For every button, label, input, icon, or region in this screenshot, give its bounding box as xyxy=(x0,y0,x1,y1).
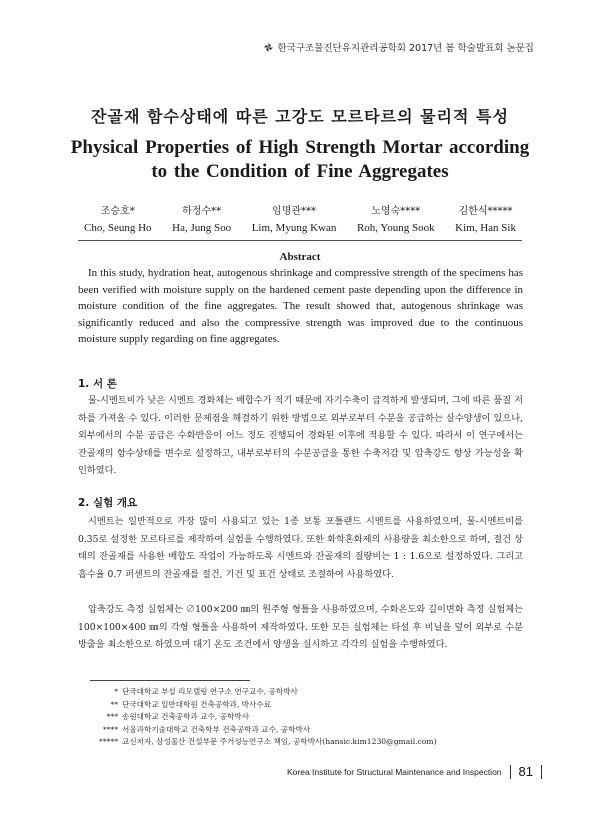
author-name-english: Roh, Young Sook xyxy=(356,222,435,234)
footnote-mark: ***** xyxy=(99,737,118,746)
author-3 xyxy=(252,204,337,237)
footnotes xyxy=(84,686,544,749)
author-name-english: Lim, Myung Kwan xyxy=(251,222,337,234)
author-name-korean: 하정수** xyxy=(182,206,222,217)
abstract-divider xyxy=(78,240,522,241)
footer-institute: Korea Institute for Structural Maintenance and Inspection xyxy=(287,766,502,777)
section-heading-introduction: 1. 서 론 xyxy=(78,378,117,390)
author-2 xyxy=(172,204,231,237)
page-footer xyxy=(287,764,550,779)
title-korean: 잔골재 함수상태에 따른 고강도 모르타르의 물리적 특성 xyxy=(91,107,509,126)
footnote-text: 송원대학교 건축공학과 교수, 공학박사 xyxy=(122,712,250,721)
author-list xyxy=(84,204,516,237)
footnote xyxy=(84,724,544,737)
author-name-english: Ha, Jung Soo xyxy=(172,222,232,234)
abstract-body: In this study, hydration heat, autogenous shrinkage and compressive strength of the specimens has been verified with moisture supply on the hardened cement paste depending upon the difference in moisture condition of the fine aggregates. The result showed that, autogenous shrinkage was significantly reduced and also the compressive strength was improved due to the continuous moisture supply regarding on fine aggregates. xyxy=(78,267,523,345)
author-5 xyxy=(455,204,516,237)
footnote-mark: * xyxy=(114,687,118,696)
pinwheel-icon xyxy=(264,43,273,52)
introduction-paragraph: 물-시멘트비가 낮은 시멘트 경화체는 배합수가 적기 때문에 자기수축이 급격하게 발생되며, 그에 따른 품질 저하를 가져올 수 있다. 이러한 문제점을 해결하기 위한 방법으로 외부로부터 수분을 공급하는 살수양생이 있으나, 외부에서의 수분 공급은 수화반응이 어느 정도 진행되어 경화된 이후에 적용할 수 있다. 따라서 이 연구에서는 잔골재의 함수상태를 변수로 설정하고, 내부로부터의 수분공급을 통한 수축저감 및 압축강도 향상 가능성을 확인하였다. xyxy=(78,395,523,477)
author-1 xyxy=(84,204,152,237)
footnote-text: 서울과학기술대학교 건축학부 건축공학과 교수, 공학박사 xyxy=(122,724,311,734)
experiment-paragraph-1: 시멘트는 일반적으로 가장 많이 사용되고 있는 1종 보통 포틀랜드 시멘트를 사용하였으며, 물-시멘트비를 0.35로 설정한 모르타르를 제작하여 실험을 수행하였다. 또한 화학혼화제의 사용량을 최소한으로 하며, 절건 상태의 잔골재를 사용한 배합도 작업이 가능하도록 시멘트와 잔골재의 질량비는 1 : 1.6으로 설정하였다. 그리고 흡수율 0.7 퍼센트의 잔골재를 절건, 기건 및 표건 상태로 조절하여 사용하였다. xyxy=(78,516,523,580)
author-name-korean: 조승호* xyxy=(100,206,135,217)
footnote-mark: *** xyxy=(106,712,118,721)
author-name-korean: 임명관*** xyxy=(272,206,317,217)
author-4 xyxy=(357,204,435,237)
journal-header xyxy=(264,40,534,54)
abstract-heading: Abstract xyxy=(279,251,321,263)
title-english: Physical Properties of High Strength Mortar according to the Condition of Fine Aggregates xyxy=(70,137,530,182)
author-name-korean: 노영숙**** xyxy=(371,206,421,217)
footnote-divider xyxy=(90,680,250,681)
footnote-mark: ** xyxy=(110,699,118,709)
footer-divider-right xyxy=(541,765,542,779)
footnote xyxy=(84,736,544,749)
page-number: 81 xyxy=(518,764,533,779)
author-name-english: Kim, Han Sik xyxy=(455,222,516,234)
footnote xyxy=(84,699,544,712)
footer-divider xyxy=(510,765,511,779)
footnote-text: 교신저자, 삼성물산 건설부문 주거성능연구소 책임, 공학박사(hansic.kim1230@gmail.com) xyxy=(122,737,437,746)
author-name-korean: 김한식***** xyxy=(458,206,513,217)
footnote xyxy=(84,686,544,699)
footnote-text: 단국대학교 부설 리모델링 연구소 연구교수, 공학박사 xyxy=(122,687,298,696)
footnote xyxy=(84,711,544,724)
author-name-english: Cho, Seung Ho xyxy=(84,222,152,234)
experiment-paragraph-2: 압축강도 측정 실험체는 ∅100×200 ㎜의 원주형 형틀을 사용하였으며, 수화온도와 길이변화 측정 실험체는 100×100×400 ㎜의 각형 형틀을 사용하여 제작하였다. 또한 모든 실험체는 타설 후 비닐을 덮어 외부로 수분방출을 최소한으로 하였으며 대기 온도 조건에서 양생을 실시하고 각각의 실험을 수행하였다. xyxy=(78,604,523,651)
section-heading-experiment: 2. 실험 개요 xyxy=(78,497,138,509)
journal-name: 한국구조물진단유지관리공학회 2017년 봄 학술발표회 논문집 xyxy=(277,43,534,54)
footnote-mark: **** xyxy=(102,724,118,734)
footnote-text: 단국대학교 일반대학원 건축공학과, 박사수료 xyxy=(122,699,272,709)
